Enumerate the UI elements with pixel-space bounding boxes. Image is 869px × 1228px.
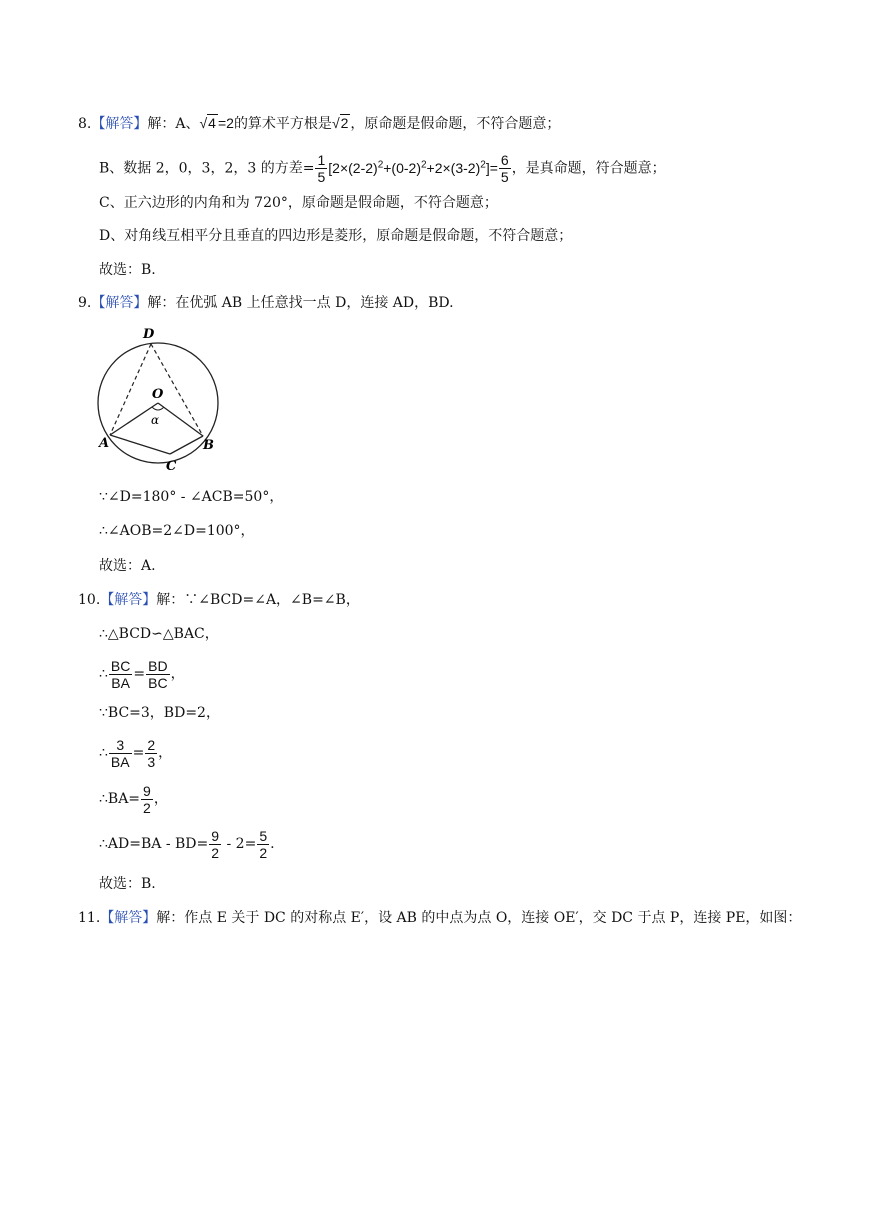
q8-a-prefix: 解：A、 <box>147 116 200 132</box>
q8-answer: 故选：B. <box>99 262 156 278</box>
q10-substitute: ∴ $\frac{3}{BA}$ = $\frac{2}{3}$ ， <box>99 736 173 770</box>
q10-ad-value: ∴AD=BA - BD= $\frac{9}{2}$ - 2= $\frac{5}{2}$ . <box>99 827 275 861</box>
frac-9-2-b: $\frac{9}{2}$ <box>211 827 220 861</box>
q8-b-end: ，是真命题，符合题意； <box>511 160 666 177</box>
segment-ob <box>158 403 203 436</box>
q10-answer: 故选：B. <box>99 876 156 892</box>
q8-a-end: ，原命题是假命题，不符合题意； <box>350 116 561 132</box>
segment-ac <box>110 435 170 454</box>
q11-answer-tag: 【解答】 <box>100 910 157 926</box>
q9-step1: ∵∠D=180° - ∠ACB=50°， <box>99 489 284 505</box>
q10-intro: 解：∵∠BCD=∠A，∠B=∠B， <box>156 592 360 608</box>
angle-arc <box>152 407 164 410</box>
segment-cb <box>170 436 203 454</box>
label-o: O <box>152 387 164 402</box>
q10-similar: ∴△BCD∽△BAC， <box>99 626 219 642</box>
q10-number: 10. <box>78 592 101 608</box>
q9-answer-tag: 【解答】 <box>91 295 148 311</box>
sqrt-2: √2 <box>331 115 349 131</box>
q9-number: 9. <box>78 295 92 311</box>
q10-intro-line <box>78 590 360 610</box>
label-alpha: α <box>151 413 160 427</box>
q10-ratio: ∴ $\frac{BC}{BA}$ = $\frac{BD}{BC}$ ， <box>99 657 185 691</box>
q9-step2: ∴∠AOB=2∠D=100°， <box>99 523 255 539</box>
frac-bd-bc: $\frac{BD}{BC}$ <box>148 657 168 691</box>
q9-intro: 解：在优弧 AB 上任意找一点 D，连接 AD，BD. <box>147 295 454 311</box>
q10-ba-value: ∴BA= $\frac{9}{2}$ ， <box>99 782 168 816</box>
q8-b-frac-6-5: $\frac{6}{5}$ <box>500 152 509 186</box>
q8-b-prefix: B、数据 2，0，3，2，3 的方差= <box>99 160 315 177</box>
sqrt-4: √4 <box>199 115 216 131</box>
frac-9-2: $\frac{9}{2}$ <box>143 782 151 816</box>
q8-line-b <box>99 148 666 186</box>
q8-a-mid: 的算术平方根是 <box>233 116 332 132</box>
label-d: D <box>143 327 155 342</box>
q8-number: 8. <box>78 116 92 132</box>
label-b: B <box>203 438 214 453</box>
frac-5-2: $\frac{5}{2}$ <box>259 827 268 861</box>
q8-line-c: C、正六边形的内角和为 720°，原命题是假命题，不符合题意； <box>99 195 498 211</box>
frac-2-3: $\frac{2}{3}$ <box>147 736 156 770</box>
q8-line-d: D、对角线互相平分且垂直的四边形是菱形，原命题是假命题，不符合题意； <box>99 228 573 244</box>
frac-bc-ba: $\frac{BC}{BA}$ <box>110 657 131 691</box>
frac-3-ba: $\frac{3}{BA}$ <box>110 736 130 770</box>
label-c: C <box>166 459 177 473</box>
q11-number: 11. <box>78 910 101 926</box>
q9-intro-line <box>78 293 454 313</box>
q10-given: ∵BC=3，BD=2， <box>99 705 220 721</box>
label-a: A <box>99 436 110 451</box>
q10-answer-tag: 【解答】 <box>100 592 157 608</box>
q8-a-eq: =2 <box>217 115 234 131</box>
q8-b-frac-1-5: $\frac{1}{5}$ <box>317 152 326 186</box>
circle-figure <box>96 323 226 473</box>
q8-b-expr: $[2\times(2-2)^2+(0-2)^2+2\times(3-2)^2]=$ <box>328 159 498 176</box>
q8-answer-tag: 【解答】 <box>91 116 148 132</box>
q8-line-a <box>78 113 560 134</box>
q9-answer: 故选：A. <box>99 558 156 574</box>
q11-line <box>78 908 801 928</box>
q11-text: 解：作点 E 关于 DC 的对称点 E′，设 AB 的中点为点 O，连接 OE′，交 DC 于点 P，连接 PE，如图： <box>156 910 802 926</box>
